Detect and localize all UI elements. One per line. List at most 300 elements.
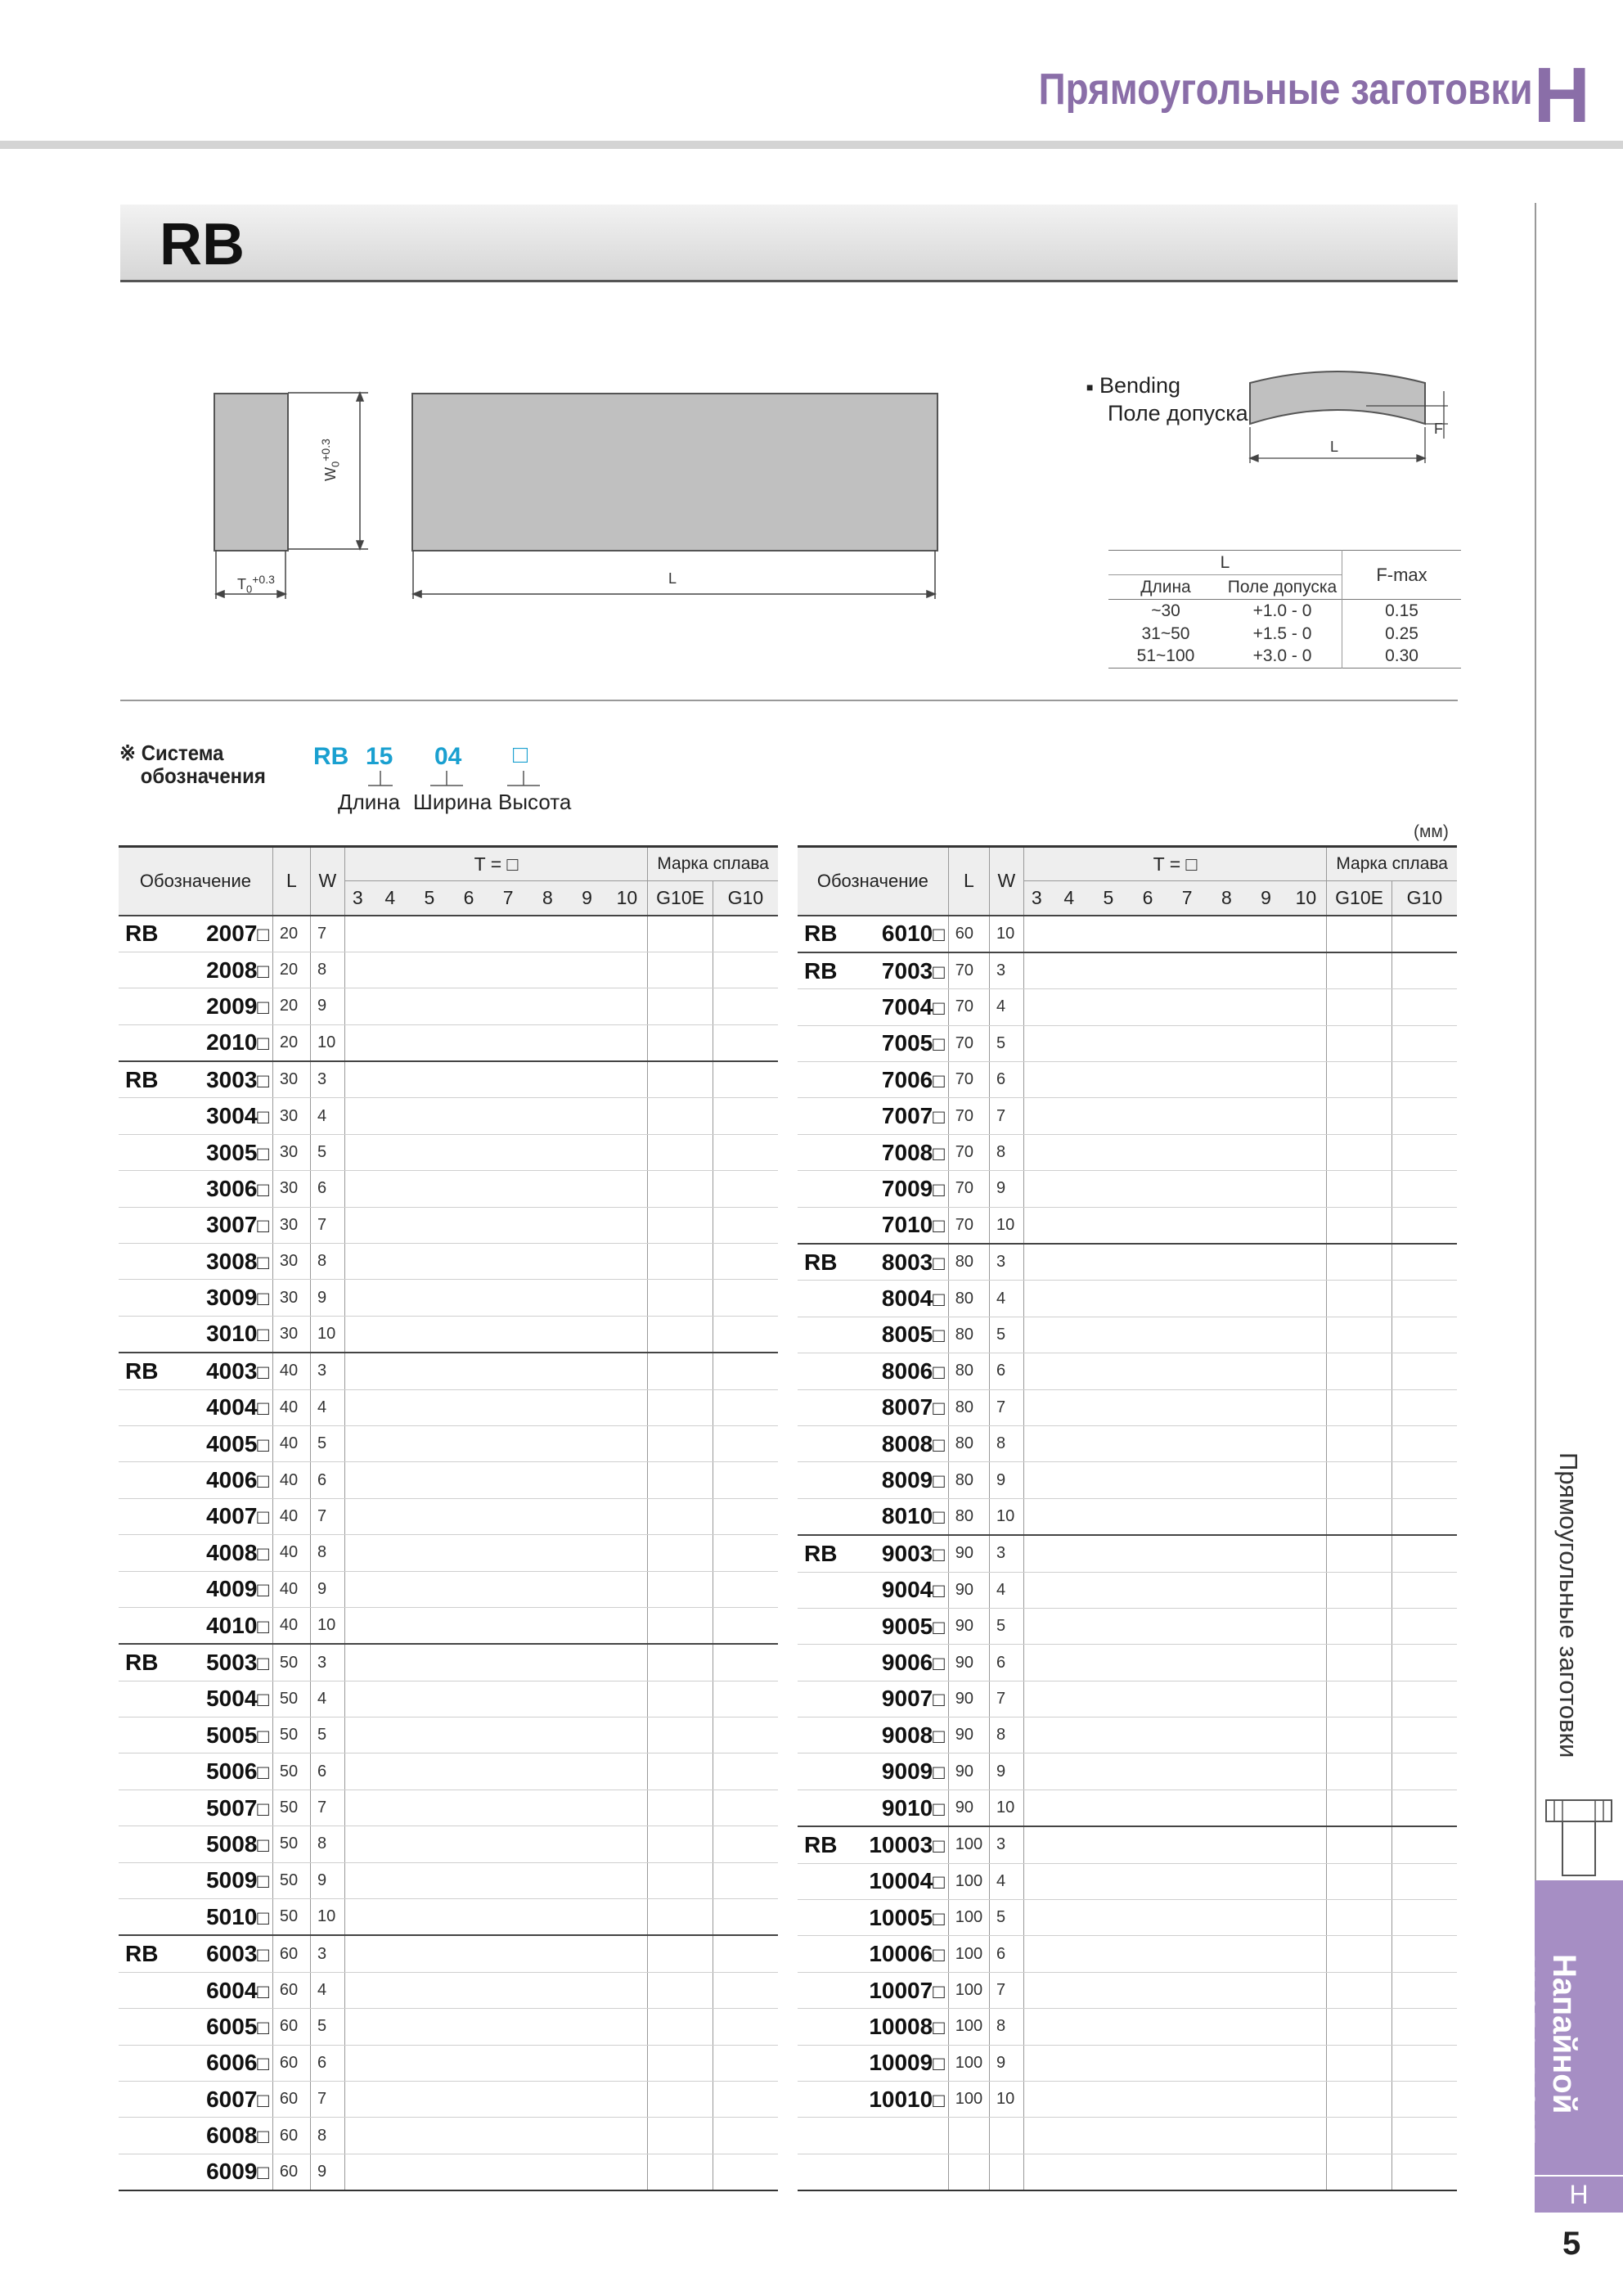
- code-height-box: □: [933, 1689, 945, 1712]
- cell-g10: [1391, 2154, 1457, 2190]
- cell-t: [528, 1754, 567, 1790]
- cell-l: 60: [272, 2154, 310, 2190]
- cell-g10e: [1327, 2045, 1392, 2081]
- cell-t: [567, 952, 606, 988]
- table-row: [119, 1899, 778, 1936]
- code-height-box: □: [257, 1470, 269, 1493]
- cell-t: [344, 1134, 370, 1170]
- side-tab-line-1: Напайной: [1546, 1954, 1582, 2114]
- col-t: T = □: [1023, 847, 1326, 881]
- cell-g10: [1391, 989, 1457, 1025]
- cell-w: 8: [989, 1717, 1023, 1754]
- cell-t: [607, 1607, 648, 1644]
- cell-t: [1207, 2118, 1246, 2154]
- cell-w: 8: [310, 952, 344, 988]
- cell-t: [607, 1754, 648, 1790]
- cell-w: 8: [310, 1244, 344, 1280]
- cell-t: [1089, 1826, 1128, 1863]
- cell-w: 6: [989, 1936, 1023, 1972]
- cell-t: [528, 1972, 567, 2008]
- tol-len: 51~100: [1136, 646, 1195, 666]
- cell-t: [1089, 1062, 1128, 1098]
- cell-t: [1023, 1244, 1049, 1281]
- table-row: [119, 988, 778, 1024]
- cell-g10e: [1327, 1535, 1392, 1572]
- product-code: [798, 1171, 948, 1207]
- cell-t: [1167, 2082, 1207, 2118]
- code-number: 9010: [881, 1794, 933, 1821]
- cell-g10: [713, 1972, 778, 2008]
- code-number: 3010: [206, 1321, 258, 1347]
- cell-g10: [1391, 1353, 1457, 1389]
- product-code: [798, 1281, 948, 1317]
- cell-l: 70: [948, 1062, 989, 1098]
- cell-t: [1286, 989, 1327, 1025]
- cell-t: [410, 2045, 449, 2081]
- cell-g10: [713, 1316, 778, 1353]
- code-number: 8004: [881, 1285, 933, 1312]
- cell-t: [1050, 1681, 1089, 1717]
- table-row: [798, 952, 1457, 989]
- bending-f-label: F: [1434, 421, 1443, 437]
- section-banner: [120, 205, 1458, 280]
- cell-t: [1207, 1389, 1246, 1425]
- cell-t: [410, 1862, 449, 1898]
- cell-t: [410, 952, 449, 988]
- cell-t: [1167, 1062, 1207, 1098]
- cell-t: [371, 2118, 410, 2154]
- cell-t: [1167, 1754, 1207, 1790]
- code-number: 10010: [869, 2086, 933, 2112]
- cell-t: [1246, 1645, 1285, 1681]
- cell-t: [488, 2082, 528, 2118]
- col-l: L: [948, 847, 989, 916]
- cell-t: [1023, 916, 1049, 952]
- code-number: 10005: [869, 1904, 933, 1930]
- code-prefix: RB: [804, 1540, 838, 1566]
- cell-t: [1089, 1171, 1128, 1207]
- cell-g10e: [648, 1098, 713, 1134]
- cell-t: [528, 916, 567, 952]
- cell-t: [449, 2082, 488, 2118]
- code-number: 8003: [881, 1249, 933, 1275]
- cell-t: [1286, 1826, 1327, 1863]
- table-row: [119, 1244, 778, 1280]
- cell-t: [344, 2082, 370, 2118]
- code-height-box: □: [257, 960, 269, 983]
- cell-t: [567, 1644, 606, 1681]
- cell-w: 7: [310, 1498, 344, 1534]
- table-row: [119, 2082, 778, 2118]
- code-number: 5009: [206, 1867, 258, 1893]
- table-row: [119, 1280, 778, 1316]
- cell-t: [1128, 1281, 1167, 1317]
- cell-g10e: [1327, 1863, 1392, 1899]
- cell-t: [1089, 1572, 1128, 1608]
- cell-t: [1128, 1317, 1167, 1353]
- cell-g10e: [1327, 1972, 1392, 2008]
- col-t-8: 8: [1221, 886, 1232, 908]
- cell-g10e: [648, 1024, 713, 1061]
- product-code: [798, 1389, 948, 1425]
- product-code: [119, 1826, 272, 1862]
- col-t: T = □: [344, 847, 647, 881]
- header-letter: H: [1533, 52, 1590, 139]
- code-height-box: □: [933, 1106, 945, 1129]
- product-code: [119, 1790, 272, 1826]
- cell-t: [1128, 1171, 1167, 1207]
- cell-t: [449, 2118, 488, 2154]
- cell-t: [344, 1171, 370, 1207]
- code-prefix: RB: [125, 1066, 159, 1092]
- cell-g10e: [648, 1571, 713, 1607]
- cell-w: 6: [310, 1462, 344, 1498]
- code-number: 8006: [881, 1357, 933, 1384]
- code-number: 10004: [869, 1868, 933, 1894]
- cell-t: [1050, 1425, 1089, 1461]
- code-height-box: □: [933, 1580, 945, 1603]
- cell-t: [1167, 1171, 1207, 1207]
- designation-code-rb: RB: [313, 743, 349, 770]
- cell-t: [488, 1899, 528, 1936]
- code-height-box: □: [933, 1725, 945, 1748]
- table-row: [119, 1972, 778, 2008]
- cell-t: [607, 1098, 648, 1134]
- code-height-box: □: [933, 1616, 945, 1639]
- cell-g10e: [648, 1425, 713, 1461]
- cell-t: [607, 1498, 648, 1534]
- table-body-left: [119, 916, 778, 2191]
- cell-g10: [713, 1826, 778, 1862]
- cell-t: [1246, 989, 1285, 1025]
- table-row: [119, 1681, 778, 1717]
- cell-t: [1167, 2154, 1207, 2190]
- cell-t: [1286, 1681, 1327, 1717]
- code-height-box: □: [257, 2162, 269, 2185]
- cell-t: [449, 1244, 488, 1280]
- cell-t: [567, 1425, 606, 1461]
- product-code: [119, 1535, 272, 1571]
- product-code: [798, 1134, 948, 1170]
- cell-l: 80: [948, 1281, 989, 1317]
- code-height-box: □: [933, 1506, 945, 1529]
- cell-t: [449, 1754, 488, 1790]
- cell-t: [528, 1498, 567, 1534]
- cell-t: [607, 2154, 648, 2190]
- cell-t: [1286, 1972, 1327, 2008]
- cell-t: [1023, 2009, 1049, 2045]
- cell-t: [607, 1571, 648, 1607]
- cell-t: [1023, 952, 1049, 989]
- cell-t: [1246, 1317, 1285, 1353]
- cell-t: [1089, 1389, 1128, 1425]
- cell-t: [1246, 1498, 1285, 1535]
- code-height-box: □: [257, 1288, 269, 1311]
- cell-g10: [1391, 1900, 1457, 1936]
- cell-g10: [1391, 1425, 1457, 1461]
- cell-w: 4: [310, 1972, 344, 2008]
- side-tab-text: [1510, 1954, 1582, 2144]
- product-code: [798, 1863, 948, 1899]
- cell-t: [344, 916, 370, 952]
- cell-t: [1128, 1608, 1167, 1644]
- cell-t: [410, 1462, 449, 1498]
- cell-t: [1089, 916, 1128, 952]
- cell-t: [344, 1571, 370, 1607]
- cell-t: [1128, 1244, 1167, 1281]
- cell-w: 10: [989, 1498, 1023, 1535]
- cell-g10: [713, 1353, 778, 1389]
- cell-t: [488, 1353, 528, 1389]
- cell-t: [567, 1607, 606, 1644]
- cell-t: [1089, 1425, 1128, 1461]
- cell-g10e: [648, 1171, 713, 1207]
- code-height-box: □: [933, 1434, 945, 1456]
- cell-t: [410, 2009, 449, 2045]
- code-height-box: □: [257, 1689, 269, 1712]
- cell-t: [371, 1024, 410, 1061]
- table-row: [119, 1353, 778, 1389]
- cell-t: [1050, 1535, 1089, 1572]
- cell-g10: [1391, 1025, 1457, 1061]
- cell-t: [449, 952, 488, 988]
- cell-g10e: [648, 2009, 713, 2045]
- side-tab-line-2: инструмент: [1510, 1954, 1546, 2144]
- cell-w: 5: [989, 1317, 1023, 1353]
- cell-w: 9: [989, 1462, 1023, 1498]
- cell-t: [371, 1754, 410, 1790]
- cell-t: [1246, 1754, 1285, 1790]
- code-height-box: □: [257, 996, 269, 1019]
- cell-t: [488, 2045, 528, 2081]
- table-row: [119, 1389, 778, 1425]
- cell-t: [344, 1207, 370, 1243]
- cell-t: [371, 1790, 410, 1826]
- cell-g10: [713, 1790, 778, 1826]
- cell-t: [1089, 1098, 1128, 1134]
- cell-t: [1128, 952, 1167, 989]
- cell-l: 20: [272, 1024, 310, 1061]
- code-number: 9009: [881, 1758, 933, 1785]
- cell-g10e: [1327, 1244, 1392, 1281]
- product-code: [119, 1899, 272, 1936]
- cell-g10e: [1327, 952, 1392, 989]
- table-row: [119, 1607, 778, 1644]
- cell-g10e: [1327, 1425, 1392, 1461]
- code-number: 10006: [869, 1941, 933, 1967]
- cell-t: [1050, 1936, 1089, 1972]
- product-code: [798, 1425, 948, 1461]
- code-height-box: □: [257, 1871, 269, 1893]
- code-prefix: RB: [804, 1831, 838, 1857]
- cell-w: 9: [989, 2045, 1023, 2081]
- table-row: [119, 1826, 778, 1862]
- cell-g10e: [648, 1717, 713, 1754]
- cell-t: [344, 1389, 370, 1425]
- cell-t: [1286, 1498, 1327, 1535]
- cell-w: 9: [310, 2154, 344, 2190]
- col-t-3: 3: [344, 881, 370, 916]
- cell-w: 3: [310, 1935, 344, 1972]
- cell-t: [607, 1790, 648, 1826]
- code-height-box: □: [933, 1289, 945, 1312]
- cell-g10e: [1327, 1717, 1392, 1754]
- product-code: [119, 1425, 272, 1461]
- cell-t: [1128, 1389, 1167, 1425]
- cell-t: [528, 1899, 567, 1936]
- cell-t: [449, 988, 488, 1024]
- cell-t: [607, 1717, 648, 1754]
- table-row: [119, 1316, 778, 1353]
- cell-w: 6: [989, 1353, 1023, 1389]
- product-code: [119, 1972, 272, 2008]
- cell-l: 60: [272, 1972, 310, 2008]
- cell-t: [1167, 952, 1207, 989]
- cell-t: [1207, 1281, 1246, 1317]
- cell-t: [449, 1826, 488, 1862]
- cell-t: [607, 1644, 648, 1681]
- cell-w: 6: [989, 1645, 1023, 1681]
- cell-g10: [1391, 2045, 1457, 2081]
- cell-t: [1050, 1098, 1089, 1134]
- cell-t: [410, 1935, 449, 1972]
- cell-l: 100: [948, 1936, 989, 1972]
- product-code: [798, 1244, 948, 1281]
- cell-t: [528, 988, 567, 1024]
- cell-t: [1246, 1826, 1285, 1863]
- code-height-box: □: [257, 1944, 269, 1967]
- cell-t: [528, 1935, 567, 1972]
- cell-g10e: [1327, 1462, 1392, 1498]
- col-w: W: [989, 847, 1023, 916]
- cell-l: 70: [948, 952, 989, 989]
- cell-t: [1207, 1863, 1246, 1899]
- cell-t: [488, 1862, 528, 1898]
- cell-t: [607, 1134, 648, 1170]
- cell-g10e: [1327, 1134, 1392, 1170]
- cell-t: [1050, 1972, 1089, 2008]
- cell-t: [371, 1425, 410, 1461]
- cell-t: [344, 1790, 370, 1826]
- cell-t: [1089, 1754, 1128, 1790]
- code-height-box: □: [933, 1835, 945, 1857]
- cell-g10e: [648, 1134, 713, 1170]
- cell-t: [1089, 1025, 1128, 1061]
- cell-t: [410, 1389, 449, 1425]
- cell-t: [607, 1244, 648, 1280]
- cell-g10e: [1327, 1608, 1392, 1644]
- cell-t: [1023, 2045, 1049, 2081]
- product-table-left: [119, 845, 778, 2191]
- cell-t: [1246, 1025, 1285, 1061]
- cell-g10: [1391, 1790, 1457, 1826]
- cell-t: [1089, 989, 1128, 1025]
- product-code: [798, 1207, 948, 1244]
- cell-g10: [1391, 916, 1457, 952]
- cell-g10e: [648, 2082, 713, 2118]
- cell-t: [410, 1024, 449, 1061]
- cell-t: [1246, 1681, 1285, 1717]
- section-banner-underline: [120, 280, 1458, 282]
- unit-label: (мм): [1414, 822, 1449, 841]
- cell-t: [449, 1681, 488, 1717]
- table-row: [798, 1317, 1457, 1353]
- cell-g10e: [1327, 2009, 1392, 2045]
- product-code: [119, 1244, 272, 1280]
- cell-t: [410, 1207, 449, 1243]
- cell-g10e: [1327, 2118, 1392, 2154]
- cell-t: [1089, 1207, 1128, 1244]
- bullet-icon: ■: [1086, 380, 1094, 394]
- code-number: 7006: [881, 1066, 933, 1092]
- code-number: 3006: [206, 1175, 258, 1201]
- cell-l: 100: [948, 1900, 989, 1936]
- cell-t: [1023, 1207, 1049, 1244]
- table-row: [798, 1900, 1457, 1936]
- cell-l: 80: [948, 1353, 989, 1389]
- cell-l: 40: [272, 1535, 310, 1571]
- col-grade: Марка сплава: [1327, 847, 1457, 881]
- cell-t: [528, 2118, 567, 2154]
- cell-t: [1089, 2082, 1128, 2118]
- cell-t: [1089, 1645, 1128, 1681]
- col-g10: G10: [1391, 881, 1457, 916]
- col-t-6: 6: [1142, 886, 1153, 908]
- cell-l: 80: [948, 1462, 989, 1498]
- cell-t: [607, 1535, 648, 1571]
- cell-t: [528, 1425, 567, 1461]
- product-code: [798, 1462, 948, 1498]
- cell-t: [488, 1681, 528, 1717]
- col-t-4: 4: [384, 886, 396, 908]
- code-height-box: □: [933, 1762, 945, 1785]
- cell-w: 7: [989, 1098, 1023, 1134]
- cell-t: [410, 1535, 449, 1571]
- cell-l: 40: [272, 1607, 310, 1644]
- cell-t: [528, 1571, 567, 1607]
- cell-l: 90: [948, 1790, 989, 1826]
- product-code: [798, 1790, 948, 1826]
- cell-t: [567, 1207, 606, 1243]
- code-number: 9007: [881, 1686, 933, 1712]
- cell-l: 90: [948, 1535, 989, 1572]
- cell-g10e: [648, 1498, 713, 1534]
- cell-t: [1050, 989, 1089, 1025]
- cell-g10: [713, 1280, 778, 1316]
- cell-g10: [713, 1607, 778, 1644]
- cell-t: [1128, 1572, 1167, 1608]
- code-number: 9005: [881, 1613, 933, 1639]
- cell-t: [567, 1790, 606, 1826]
- cell-t: [607, 1389, 648, 1425]
- cell-g10: [713, 1425, 778, 1461]
- cell-t: [528, 1353, 567, 1389]
- cell-l: 40: [272, 1571, 310, 1607]
- cell-w: 4: [989, 1863, 1023, 1899]
- cell-l: 50: [272, 1862, 310, 1898]
- code-number: 8010: [881, 1503, 933, 1529]
- code-number: 7003: [881, 957, 933, 984]
- bending-title-row: [1086, 373, 1180, 398]
- note-mark: ※: [119, 741, 137, 765]
- cell-g10: [713, 1171, 778, 1207]
- cell-g10e: [1327, 1353, 1392, 1389]
- cell-t: [1128, 989, 1167, 1025]
- product-code: [119, 2118, 272, 2154]
- cell-t: [607, 1862, 648, 1898]
- cell-l: 70: [948, 1098, 989, 1134]
- cell-g10e: [648, 1535, 713, 1571]
